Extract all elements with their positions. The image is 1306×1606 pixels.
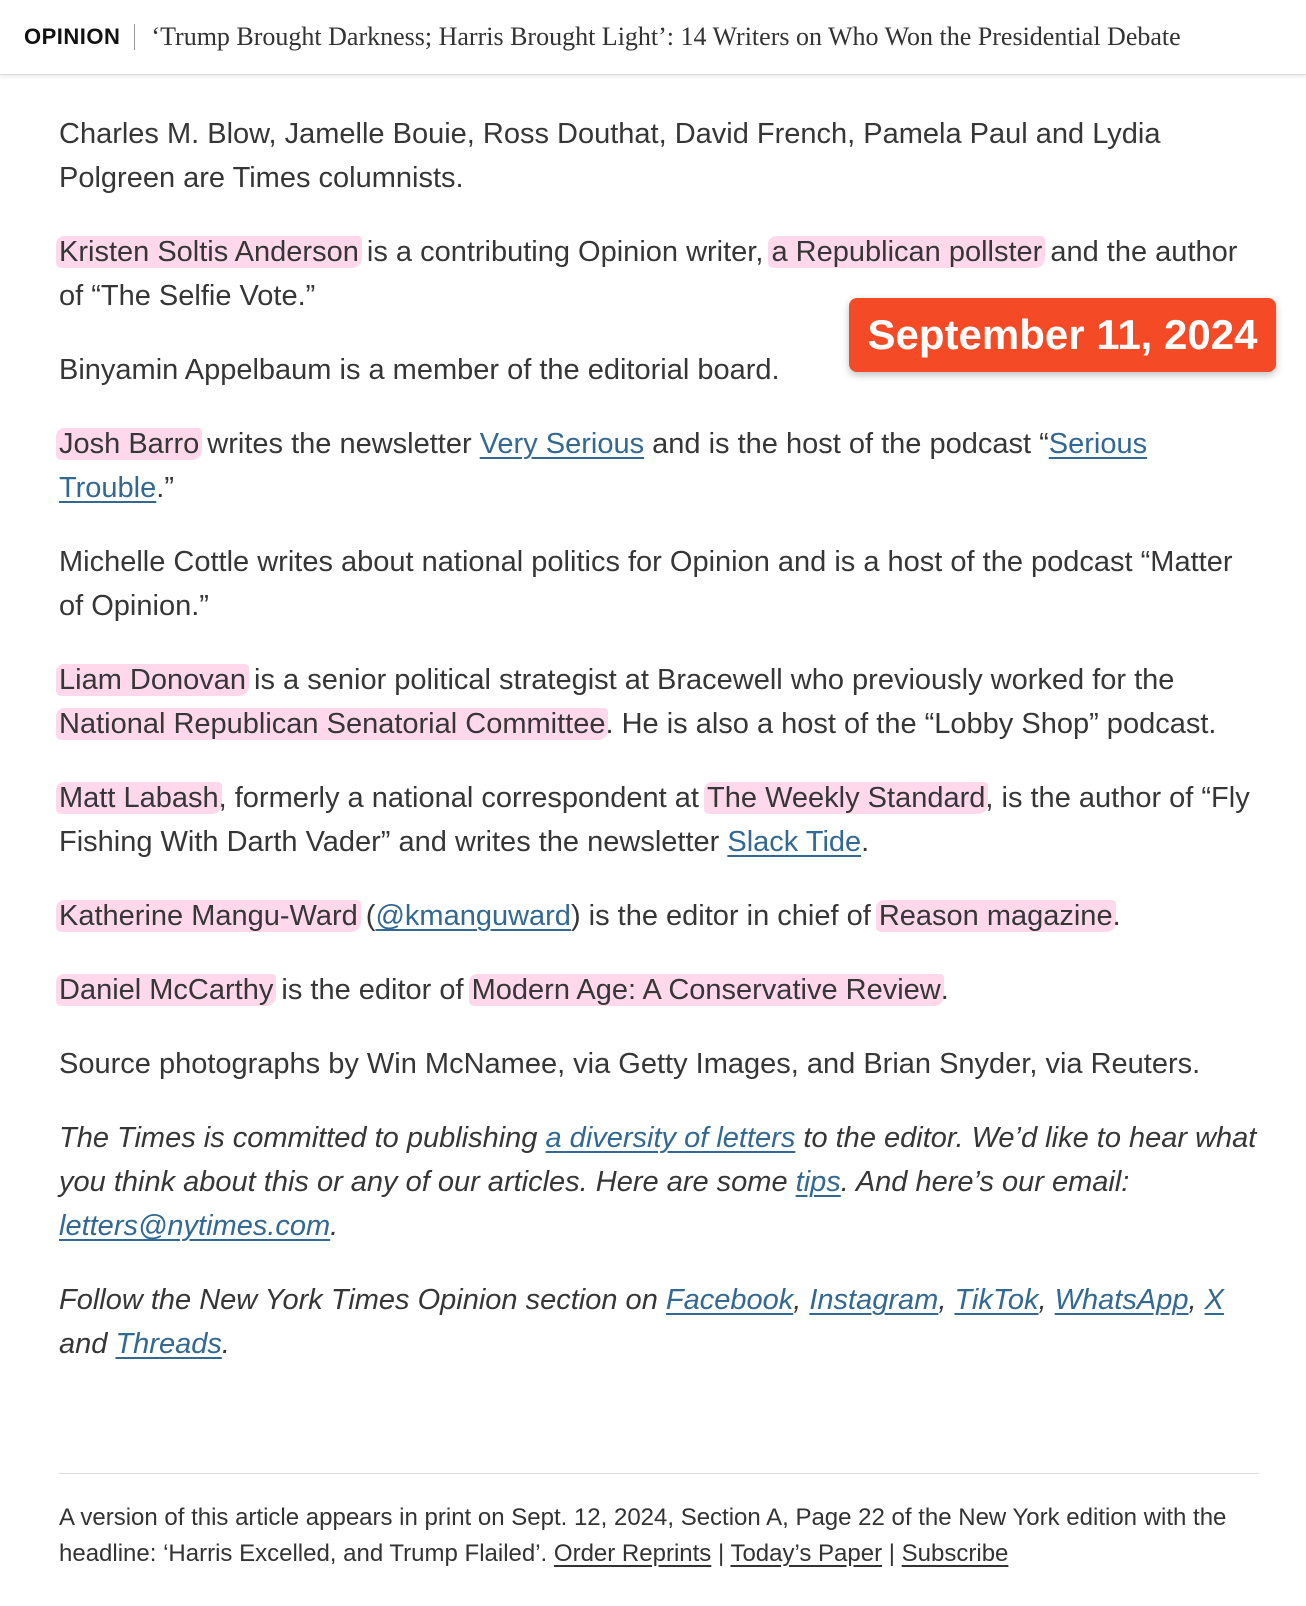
link-todays-paper[interactable]: Today’s Paper bbox=[730, 1540, 883, 1567]
section-label[interactable]: OPINION bbox=[24, 24, 121, 49]
highlight-name: Liam Donovan bbox=[56, 664, 249, 696]
paragraph-cottle: Michelle Cottle writes about national politics for Opinion and is a host of the podcast “Matter of Opinion.” bbox=[59, 546, 1233, 622]
link-serious-trouble[interactable]: Serious Trouble bbox=[59, 428, 1148, 504]
link-instagram[interactable]: Instagram bbox=[809, 1284, 939, 1316]
link-facebook[interactable]: Facebook bbox=[665, 1284, 794, 1316]
paragraph-appelbaum: Binyamin Appelbaum is a member of the editorial board. bbox=[59, 354, 780, 386]
paragraph-manguward: Katherine Mangu-Ward (@kmanguward) is the editor in chief of Reason magazine. bbox=[59, 894, 1259, 938]
link-diversity-of-letters[interactable]: a diversity of letters bbox=[545, 1122, 796, 1154]
highlight-org: Modern Age: A Conservative Review bbox=[469, 974, 944, 1006]
link-whatsapp[interactable]: WhatsApp bbox=[1054, 1284, 1189, 1316]
print-edition-note: A version of this article appears in print on Sept. 12, 2024, Section A, Page 22 of the New York edition with the headline: ‘Harris Excelled, and Trump Flailed’. Order Reprints | Today’s Paper | Subscribe bbox=[59, 1504, 1227, 1567]
highlight-name: Katherine Mangu-Ward bbox=[56, 900, 361, 932]
paragraph-photo-credits: Source photographs by Win McNamee, via Getty Images, and Brian Snyder, via Reuters. bbox=[59, 1048, 1201, 1080]
link-letters-email[interactable]: letters@nytimes.com bbox=[59, 1210, 331, 1242]
link-tiktok[interactable]: TikTok bbox=[954, 1284, 1039, 1316]
top-bar bbox=[0, 0, 1306, 75]
link-x[interactable]: X bbox=[1204, 1284, 1224, 1316]
highlight-name: Matt Labash bbox=[56, 782, 222, 814]
highlight-name: Kristen Soltis Anderson bbox=[56, 236, 362, 268]
paragraph-barro: Josh Barro writes the newsletter Very Serious and is the host of the podcast “Serious Trouble.” bbox=[59, 422, 1259, 510]
highlight-org: The Weekly Standard bbox=[704, 782, 988, 814]
paragraph-follow: Follow the New York Times Opinion section on Facebook, Instagram, TikTok, WhatsApp, X and Threads. bbox=[59, 1284, 1224, 1360]
highlight-role: a Republican pollster bbox=[768, 236, 1045, 268]
title-separator bbox=[134, 24, 135, 50]
link-subscribe[interactable]: Subscribe bbox=[901, 1540, 1009, 1567]
highlight-name: Daniel McCarthy bbox=[56, 974, 276, 1006]
highlight-org: National Republican Senatorial Committee bbox=[56, 708, 608, 740]
date-badge: September 11, 2024 bbox=[849, 298, 1276, 372]
link-very-serious[interactable]: Very Serious bbox=[479, 428, 645, 460]
link-order-reprints[interactable]: Order Reprints bbox=[553, 1540, 712, 1567]
link-slack-tide[interactable]: Slack Tide bbox=[727, 826, 862, 858]
paragraph-anderson: Kristen Soltis Anderson is a contributing Opinion writer, a Republican pollster and the author of “The Selfie Vote.” bbox=[59, 230, 1259, 318]
link-tips[interactable]: tips bbox=[795, 1166, 841, 1198]
highlight-name: Josh Barro bbox=[56, 428, 202, 460]
paragraph-labash: Matt Labash, formerly a national correspondent at The Weekly Standard, is the author of “Fly Fishing With Darth Vader” and writes the newsletter Slack Tide. bbox=[59, 776, 1259, 864]
paragraph-letters: The Times is committed to publishing a diversity of letters to the editor. We’d like to hear what you think about this or any of our articles. Here are some tips. And here’s our email: letters@nytimes.com. bbox=[59, 1122, 1257, 1242]
paragraph-mccarthy: Daniel McCarthy is the editor of Modern Age: A Conservative Review. bbox=[59, 968, 1259, 1012]
link-threads[interactable]: Threads bbox=[115, 1328, 222, 1360]
paragraph-donovan: Liam Donovan is a senior political strategist at Bracewell who previously worked for the National Republican Senatorial Committee. He is also a host of the “Lobby Shop” podcast. bbox=[59, 658, 1259, 746]
page-headline: ‘Trump Brought Darkness; Harris Brought Light’: 14 Writers on Who Won the Presidential Debate bbox=[151, 22, 1181, 51]
paragraph-columnists: Charles M. Blow, Jamelle Bouie, Ross Douthat, David French, Pamela Paul and Lydia Polgreen are Times columnists. bbox=[59, 118, 1161, 194]
link-kmanguward[interactable]: @kmanguward bbox=[375, 900, 571, 932]
highlight-org: Reason magazine bbox=[876, 900, 1116, 932]
footer-divider bbox=[59, 1473, 1259, 1474]
